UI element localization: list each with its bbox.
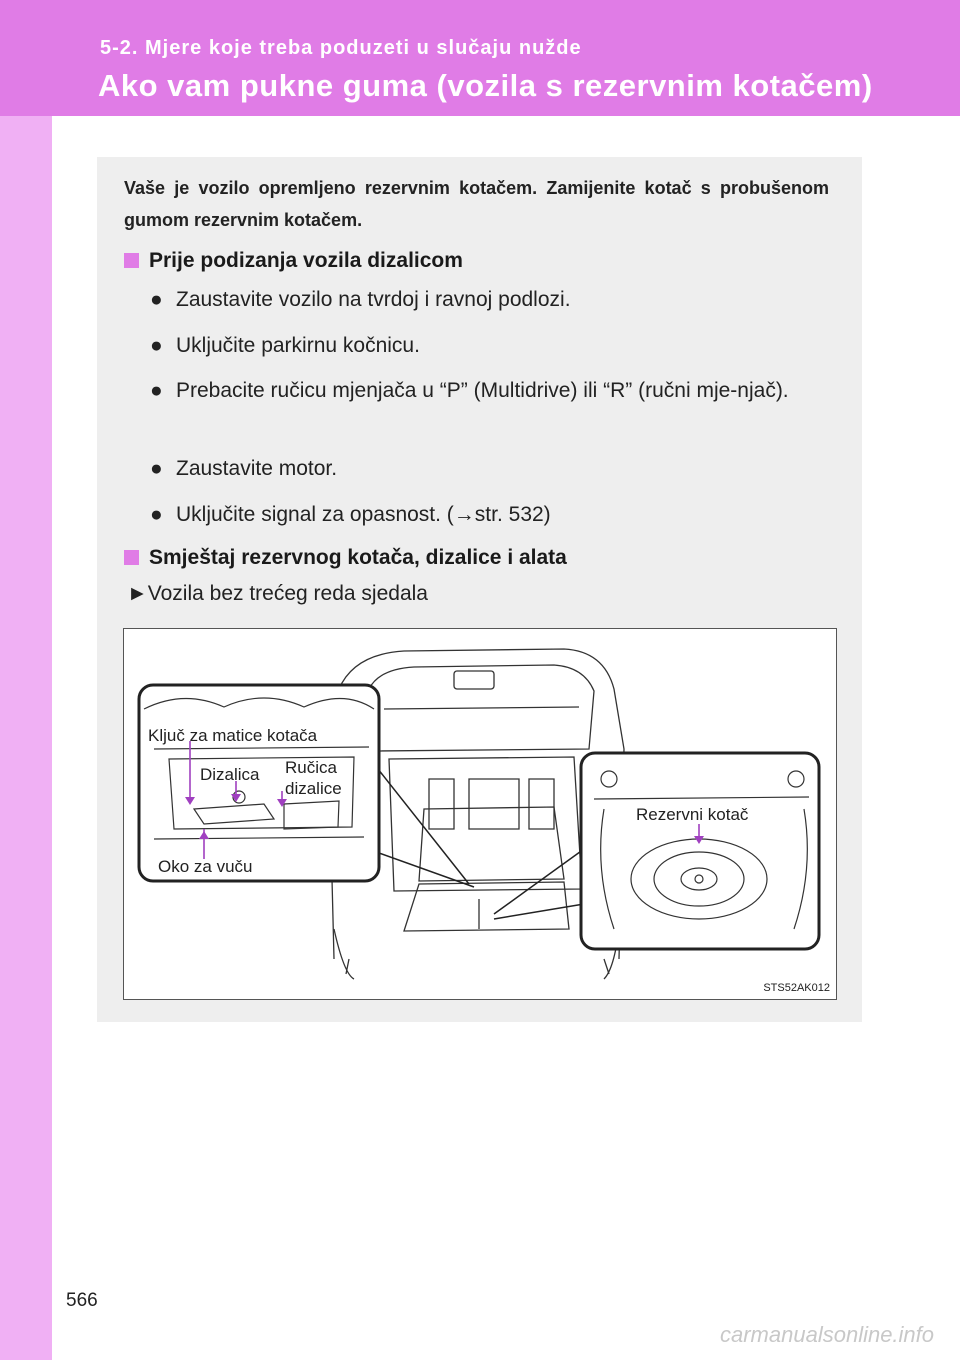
tow-eye-label: Oko za vuču: [158, 857, 253, 876]
square-icon: [124, 253, 139, 268]
list-item: ● Prebacite ručicu mjenjača u “P” (Multidrive) ili “R” (ručni mje-njač).: [150, 375, 828, 407]
circle-bullet-icon: ●: [150, 334, 163, 357]
circle-bullet-icon: ●: [150, 379, 163, 402]
spare-wheel-label: Rezervni kotač: [636, 805, 749, 824]
section-label: 5-2. Mjere koje treba poduzeti u slučaju nužde: [100, 37, 582, 59]
square-icon: [124, 550, 139, 565]
vehicle-variant-label: ►Vozila bez trećeg reda sjedala: [127, 582, 428, 605]
watermark: carmanualsonline.info: [720, 1322, 935, 1347]
jack-handle-label-2: dizalice: [285, 779, 342, 798]
heading-text: Smještaj rezervnog kotača, dizalice i alata: [149, 546, 567, 569]
list-item: ● Zaustavite motor.: [150, 453, 828, 485]
wheel-key-label: Ključ za matice kotača: [148, 726, 318, 745]
jack-label: Dizalica: [200, 765, 260, 784]
page-number: 566: [66, 1290, 98, 1311]
car-rear-illustration: [124, 629, 836, 999]
circle-bullet-icon: ●: [150, 503, 163, 526]
heading-text: Prije podizanja vozila dizalicom: [149, 249, 463, 272]
figure-code: STS52AK012: [763, 982, 830, 994]
section-heading-storage: [124, 546, 567, 570]
storage-illustration: [123, 628, 837, 1000]
section-heading-jacking: [124, 249, 463, 273]
list-item: ● Zaustavite vozilo na tvrdoj i ravnoj podlozi.: [150, 284, 828, 316]
list-item: ● Uključite parkirnu kočnicu.: [150, 330, 828, 362]
circle-bullet-icon: ●: [150, 288, 163, 311]
list-item: ● Uključite signal za opasnost. (→str. 532): [150, 499, 828, 531]
side-bar: [0, 116, 52, 1360]
jack-handle-label-1: Ručica: [285, 758, 337, 777]
circle-bullet-icon: ●: [150, 457, 163, 480]
intro-text: Vaše je vozilo opremljeno rezervnim kotačem. Zamijenite kotač s probušenom gumom rezervnim kotačem.: [124, 178, 829, 230]
page-title: Ako vam pukne guma (vozila s rezervnim kotačem): [98, 68, 873, 103]
